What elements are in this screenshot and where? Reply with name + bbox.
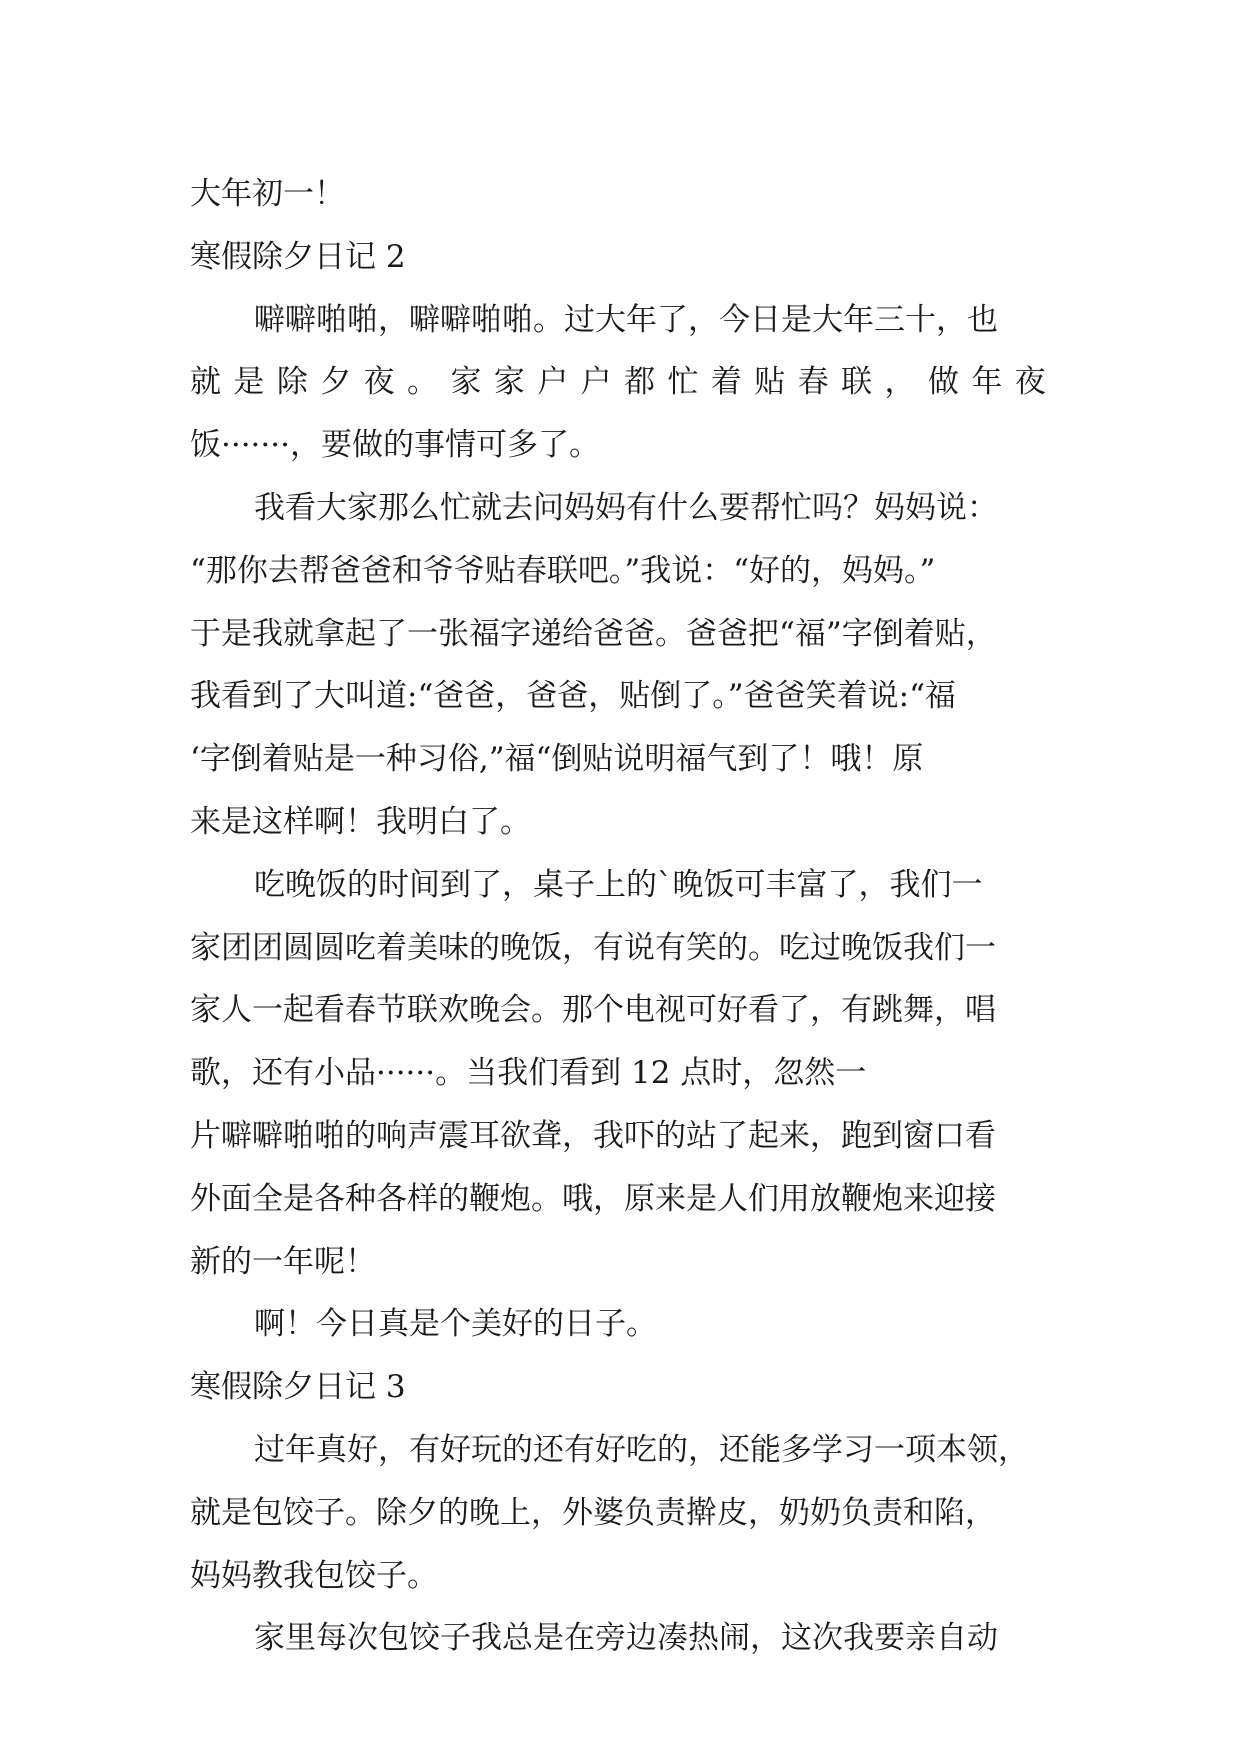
text-line: 我看到了大叫道:“爸爸，爸爸，贴倒了。”爸爸笑着说:“福 xyxy=(190,678,956,715)
text-line: 噼噼啪啪，噼噼啪啪。过大年了，今日是大年三十，也 xyxy=(254,301,998,338)
document-body xyxy=(190,163,1046,1670)
section-heading: 寒假除夕日记 2 xyxy=(190,238,406,275)
text-line: 吃晚饭的时间到了，桌子上的`晚饭可丰富了，我们一 xyxy=(254,866,983,903)
text-line: 过年真好，有好玩的还有好吃的，还能多学习一项本领， xyxy=(254,1431,1029,1468)
text-line: 于是我就拿起了一张福字递给爸爸。爸爸把“福”字倒着贴， xyxy=(190,615,997,652)
text-line: 家里每次包饺子我总是在旁边凑热闹，这次我要亲自动 xyxy=(254,1620,998,1657)
text-line: 妈妈教我包饺子。 xyxy=(190,1557,438,1594)
text-line: 家团团圆圆吃着美味的晚饭，有说有笑的。吃过晚饭我们一 xyxy=(190,929,996,966)
text-line: 外面全是各种各样的鞭炮。哦，原来是人们用放鞭炮来迎接 xyxy=(190,1180,996,1217)
text-line: 饭·······，要做的事情可多了。 xyxy=(190,427,600,464)
text-line: “那你去帮爸爸和爷爷贴春联吧。”我说：“好的，妈妈。” xyxy=(190,552,936,589)
text-line: 就是包饺子。除夕的晚上，外婆负责擀皮，奶奶负责和陷， xyxy=(190,1494,996,1531)
text-line: 就 是 除 夕 夜 。 家 家 户 户 都 忙 着 贴 春 联 ， 做 年 夜 xyxy=(190,364,1046,401)
text-line: 来是这样啊！我明白了。 xyxy=(190,803,531,840)
text-line: ‘字倒着贴是一种习俗,”福“倒贴说明福气到了！哦！原 xyxy=(190,741,924,778)
text-line: 新的一年呢！ xyxy=(190,1243,376,1280)
text-line: 大年初一！ xyxy=(190,176,345,212)
text-line: 歌，还有小品······。当我们看到 12 点时，忽然一 xyxy=(190,1055,867,1092)
text-line: 啊！今日真是个美好的日子。 xyxy=(254,1306,657,1343)
text-line: 我看大家那么忙就去问妈妈有什么要帮忙吗？妈妈说： xyxy=(254,489,998,526)
text-line: 片噼噼啪啪的响声震耳欲聋，我吓的站了起来，跑到窗口看 xyxy=(190,1117,996,1154)
text-line: 家人一起看春节联欢晚会。那个电视可好看了，有跳舞，唱 xyxy=(190,992,996,1029)
section-heading: 寒假除夕日记 3 xyxy=(190,1369,406,1406)
